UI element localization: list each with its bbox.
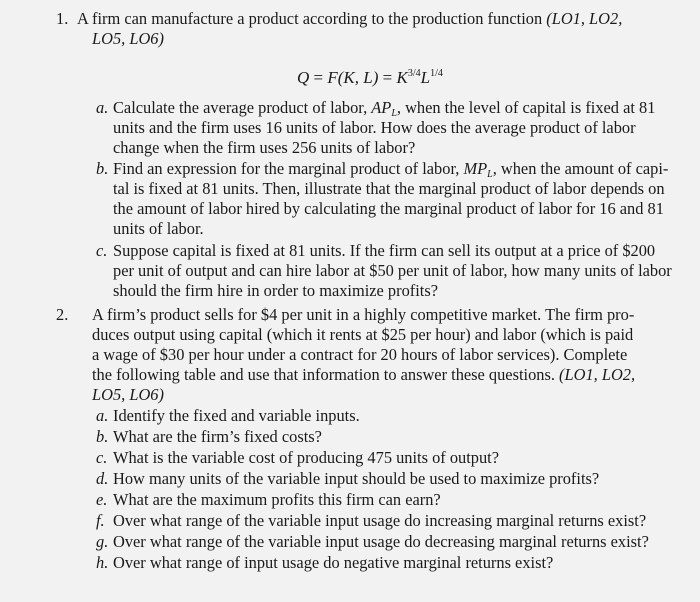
q2-intro-line1: A firm’s product sells for $4 per unit in a highly competitive market. The firm pro- [92, 305, 635, 324]
q1-part-c-line1: Suppose capital is fixed at 81 units. If the firm can sell its output at a price of $200 [113, 241, 656, 260]
q2-part-h-label: h. [96, 553, 109, 572]
q1-part-a-line1: Calculate the average product of labor, $AP_L$, when the level of capital is fixed at 81 [113, 98, 656, 119]
q2-intro-line2: duces output using capital (which it rents at $25 per hour) and labor (which is paid [92, 325, 634, 344]
q2-part-e-text: What are the maximum profits this firm can earn? [113, 490, 441, 509]
q2-intro-line3: a wage of $30 per hour under a contract for 20 hours of labor services). Complete [92, 345, 628, 364]
q1-intro-line1: A firm can manufacture a product according to the production function (LO1, LO2, [77, 9, 623, 28]
q1-part-b-line2: tal is fixed at 81 units. Then, illustrate that the marginal product of labor depends on [113, 179, 665, 198]
q1-part-b-line1: Find an expression for the marginal product of labor, $MP_L$, when the amount of capi- [113, 159, 669, 180]
q2-part-f-text: Over what range of the variable input usage do increasing marginal returns exist? [113, 511, 647, 530]
q2-intro-line4: the following table and use that information to answer these questions. (LO1, LO2, [92, 365, 636, 384]
q2-part-d-text: How many units of the variable input should be used to maximize profits? [113, 469, 600, 488]
q2-part-b-label: b. [96, 427, 109, 446]
q1-part-b-line4: units of labor. [113, 219, 204, 238]
q2-part-a-label: a. [96, 406, 109, 425]
q2-part-c-text: What is the variable cost of producing 475 units of output? [113, 448, 500, 467]
q1-part-a-line3: change when the firm uses 256 units of labor? [113, 138, 416, 157]
q1-intro-line2: LO5, LO6) [92, 29, 164, 48]
q2-part-f-label: f. [96, 511, 105, 530]
q2-part-b-text: What are the firm’s fixed costs? [113, 427, 322, 446]
q2-part-a-text: Identify the fixed and variable inputs. [113, 406, 360, 425]
q1-part-c-line2: per unit of output and can hire labor at $50 per unit of labor, how many units of labor [113, 261, 672, 280]
q1-part-b-line3: the amount of labor hired by calculating the marginal product of labor for 16 and 81 [113, 199, 664, 218]
q1-part-c-line3: should the firm hire in order to maximize profits? [113, 281, 438, 300]
q2-part-h-text: Over what range of input usage do negative marginal returns exist? [113, 553, 554, 572]
q1-part-a-line2: units and the firm uses 16 units of labor. How does the average product of labor [113, 118, 636, 137]
production-function-formula: Q = F(K, $L) = K^{3/4}L^{1/4}$ [297, 68, 443, 87]
q2-part-d-label: d. [96, 469, 109, 488]
q2-intro-line5: LO5, LO6) [92, 385, 164, 404]
q1-part-c-label: c. [96, 241, 108, 260]
q1-number: 1. [56, 9, 69, 28]
q2-part-g-label: g. [96, 532, 109, 551]
q2-part-e-label: e. [96, 490, 108, 509]
q2-part-c-label: c. [96, 448, 108, 467]
q2-number: 2. [56, 305, 69, 324]
q2-part-g-text: Over what range of the variable input usage do decreasing marginal returns exist? [113, 532, 649, 551]
q1-part-a-label: a. [96, 98, 109, 117]
q1-part-b-label: b. [96, 159, 109, 178]
